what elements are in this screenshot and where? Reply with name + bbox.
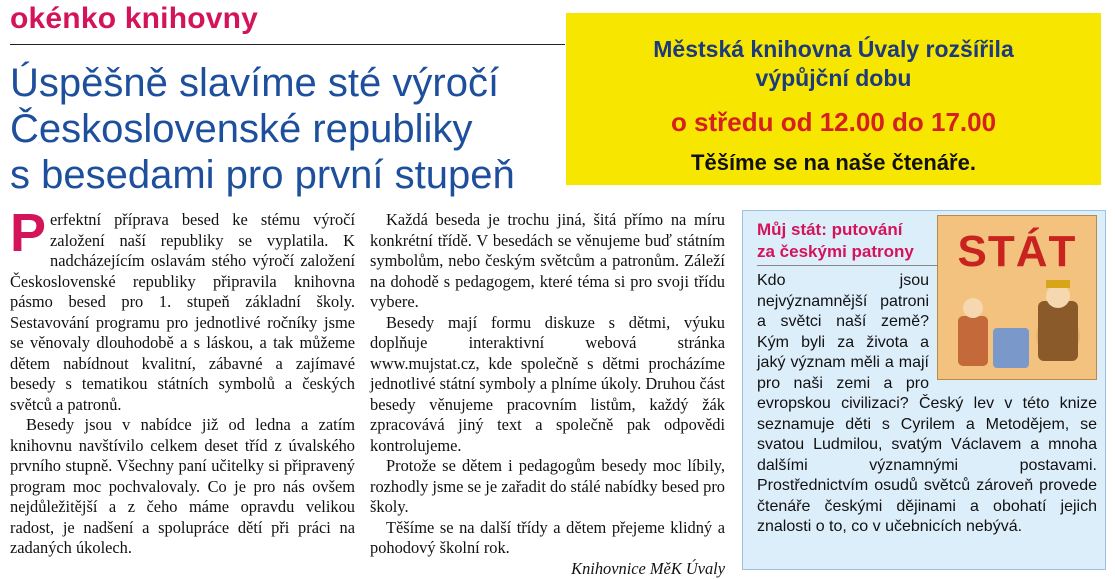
article-paragraph: Těšíme se na další třídy a dětem přejeme klidný a pohodový školní rok.	[370, 518, 725, 559]
section-divider	[10, 44, 565, 45]
drop-cap: P	[10, 212, 46, 254]
section-title: okénko knihovny	[10, 2, 258, 36]
announcement-closing: Těšíme se na naše čtenáře.	[566, 150, 1101, 176]
book-tip-sidebar	[742, 210, 1106, 570]
article-paragraph: Besedy mají formu diskuze s dětmi, výuku doplňuje interaktivní webová stránka www.mujstat.cz, kde společně s dětmi procházíme jednotlivé státní symboly a plníme úkoly. Druhou část besedy věnujeme pracovním listům, každý žák zpracovává jiný text a společně pak odpovědi kontrolujeme.	[370, 313, 725, 457]
announcement-line: výpůjční dobu	[566, 64, 1101, 93]
book-cover-title: STÁT	[938, 242, 1096, 263]
sidebar-divider	[757, 265, 942, 266]
headline-line: s besedami pro první stupeň	[10, 152, 570, 198]
announcement-hours: o středu od 12.00 do 17.00	[566, 107, 1101, 138]
sidebar-text: Kdo jsou nejvýznamnější patroni a světci naší země? Kým byli za života a jaký význam měli a mají pro naši zemi a pro evropskou civilizaci? Český lev v této knize seznamuje děti s Cyrilem a Metodějem, se svatou Ludmilou, svatým Václavem a mnoha dalšími významnými postavami. Prostřednictvím osudů světců zároveň provede čtenáře českými dějinami a obohatí jejich znalosti o to, co v učebnicích nebývá.	[757, 272, 1097, 535]
article-paragraph	[10, 210, 355, 415]
article-paragraph: Každá beseda je trochu jiná, šitá přímo na míru konkrétní třídě. V besedách se věnujeme buď státním symbolům, nebo českým světcům a patronům. Záleží na dohodě s pedagogem, které téma si pro svoji třídu vybere.	[370, 210, 725, 313]
announcement-box	[566, 13, 1101, 185]
article-column-2	[370, 210, 725, 579]
article-byline: Knihovnice MěK Úvaly	[370, 559, 725, 579]
book-cover-image	[937, 215, 1097, 380]
headline-line: Úspěšně slavíme sté výročí	[10, 60, 570, 106]
headline-line: Československé republiky	[10, 106, 570, 152]
article-headline	[10, 60, 570, 198]
announcement-line: Městská knihovna Úvaly rozšířila	[566, 35, 1101, 64]
sidebar-body	[757, 271, 1097, 538]
paragraph-text: erfektní příprava besed ke stému výročí založení naší republiky se vyplatila. K nadcházejícím oslavám stého výročí založení Československé republiky připravila knihovna pásmo besed pro 1. stupeň základní školy. Sestavování programu pro jednotlivé ročníky jsme se věnovaly dlouhodobě a s láskou, a tak můžeme dětem nabídnout kvalitní, zábavné a zajímavé besedy s tematikou státních symbolů a českých světců a patronů.	[10, 210, 355, 414]
article-paragraph: Besedy jsou v nabídce již od ledna a zatím knihovnu navštívilo celkem deset tříd z úvalského prvního stupně. Všechny paní učitelky si připravený program moc pochvalovaly. Co je pro nás ovšem nejdůležitější a z čeho máme opravdu velikou radost, je nadšení a spolupráce dětí při práci na zadaných úkolech.	[10, 415, 355, 559]
sidebar-title-line: Můj stát: putování	[757, 219, 914, 241]
article-paragraph: Protože se dětem i pedagogům besedy moc líbily, rozhodly jsme se je zařadit do stálé nabídky besed pro školy.	[370, 456, 725, 518]
sidebar-title-line: za českými patrony	[757, 241, 914, 263]
sidebar-title	[757, 219, 914, 263]
article-column-1	[10, 210, 355, 559]
announcement-heading	[566, 35, 1101, 93]
